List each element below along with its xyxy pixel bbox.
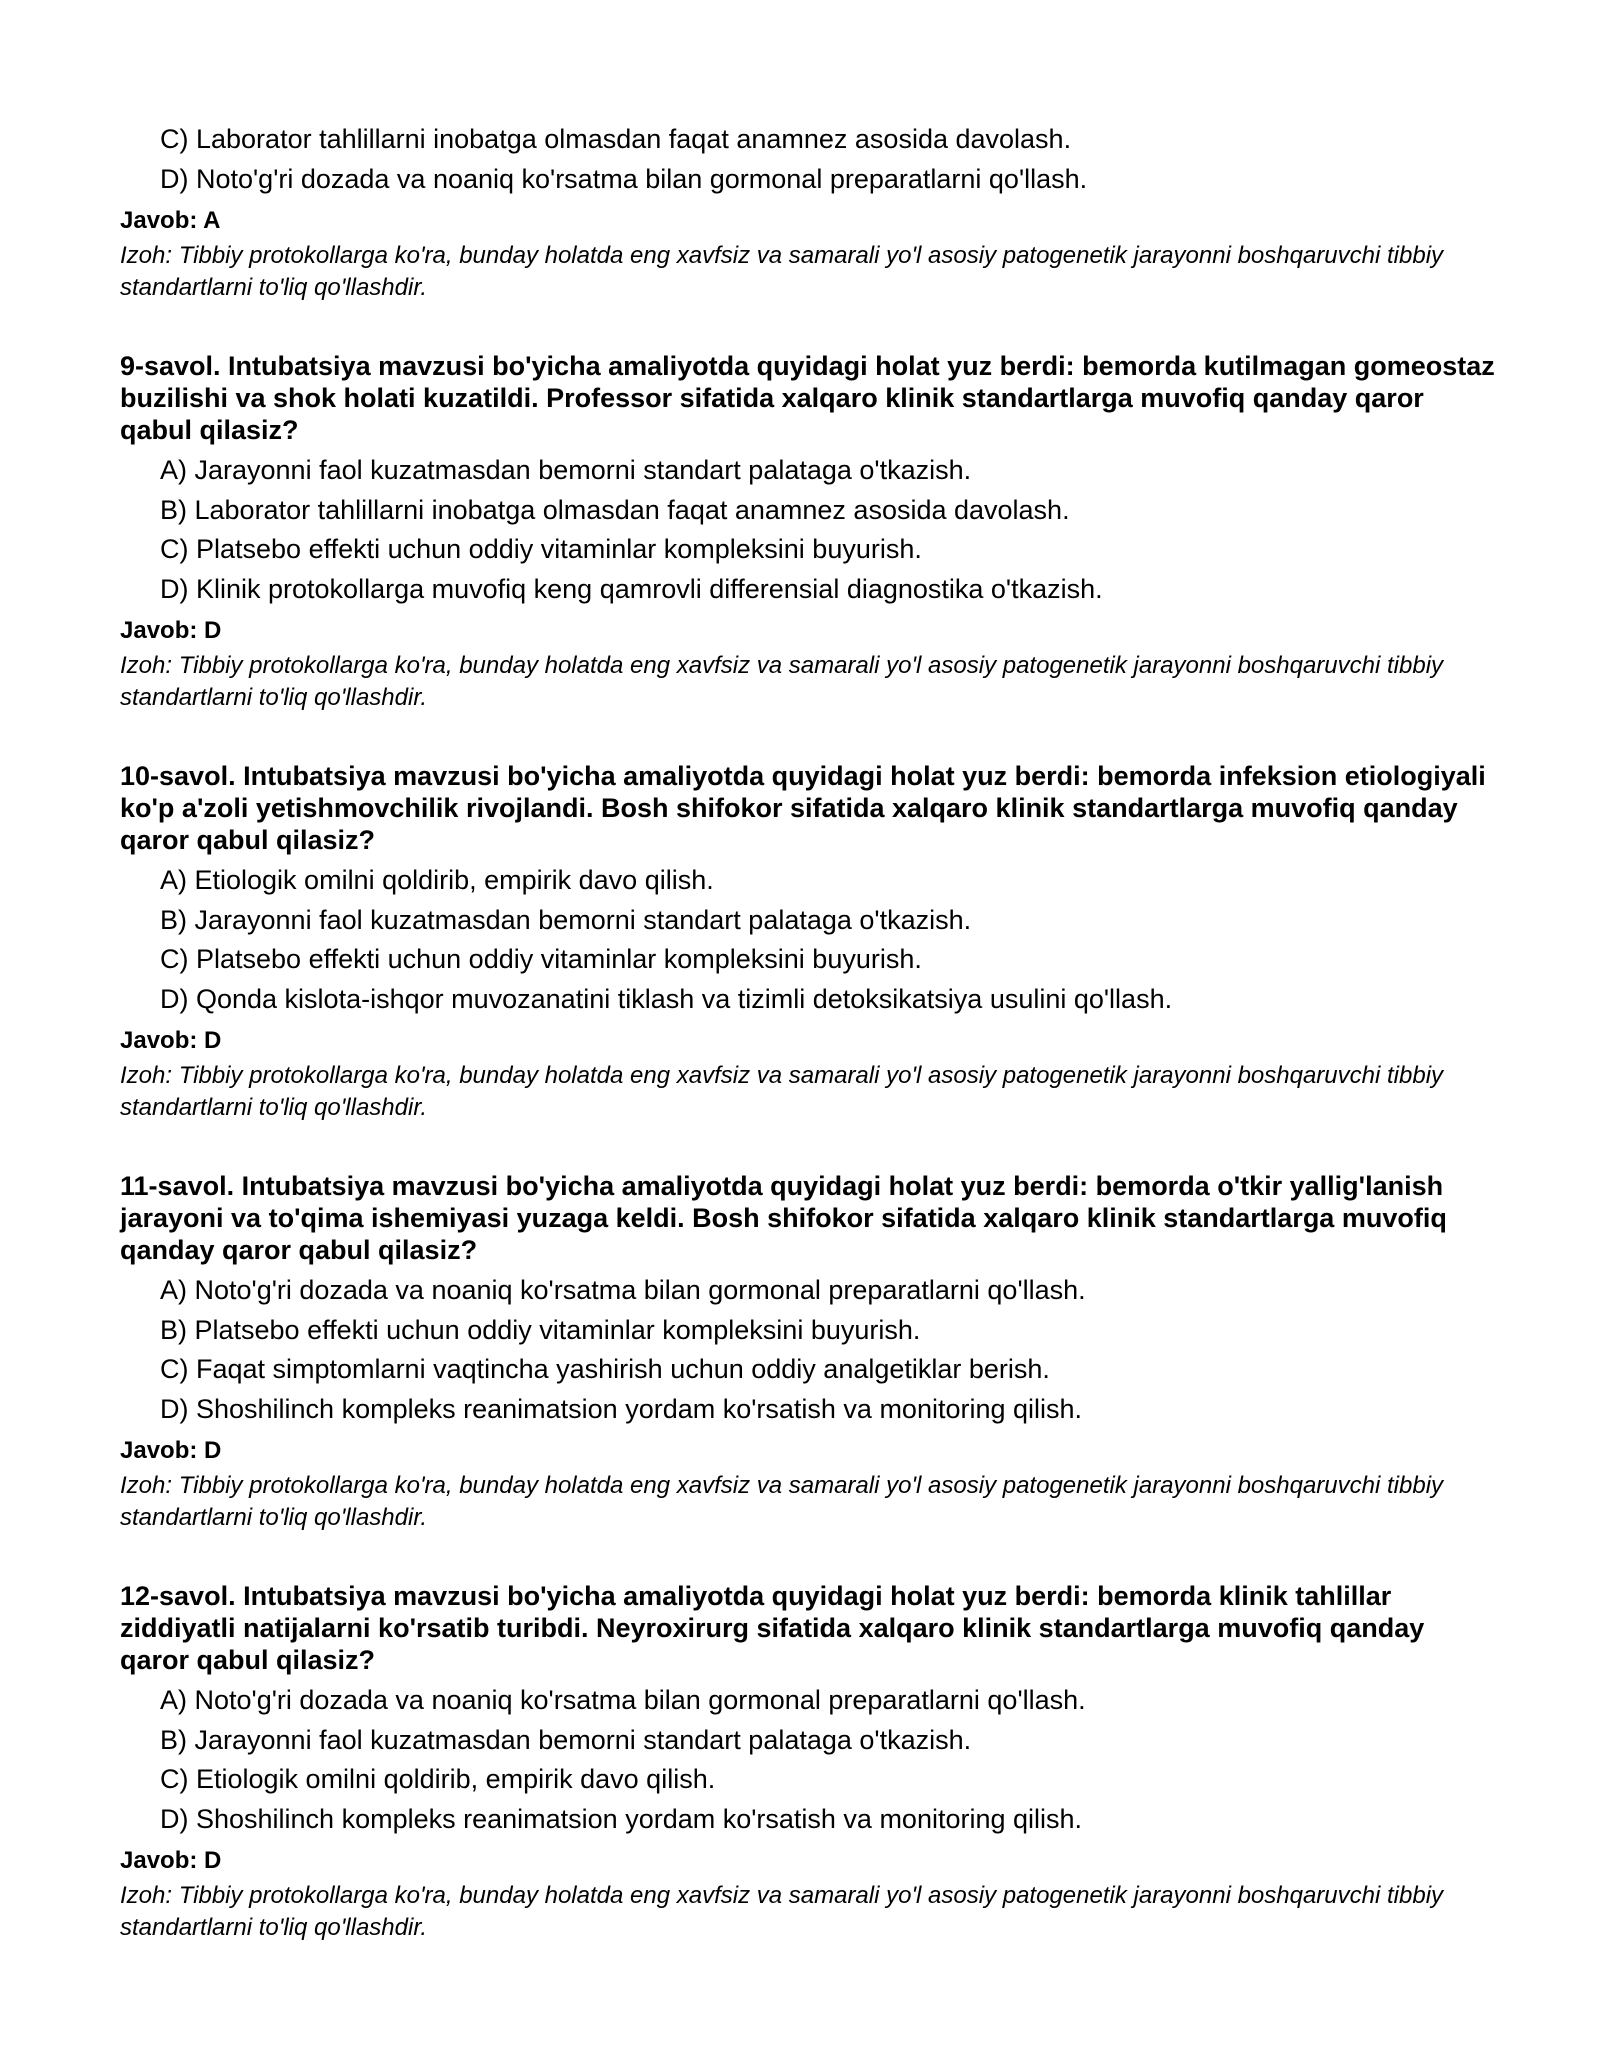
explanation-note: Izoh: Tibbiy protokollarga ko'ra, bunday holatda eng xavfsiz va samarali yo'l asosiy patogenetik jarayonni boshqaruvchi tibbiy standartlarni to'liq qo'llashdir.	[120, 1472, 1444, 1531]
option-list	[120, 451, 1500, 609]
question-title: 9-savol. Intubatsiya mavzusi bo'yicha amaliyotda quyidagi holat yuz berdi: bemorda kutilmagan gomeostaz buzilishi va shok holati kuzatildi. Professor sifatida xalqaro klinik standartlarga muvofiq qanday qaror qabul qilasiz?	[120, 351, 1495, 445]
option-c: C) Faqat simptomlarni vaqtincha yashirish uchun oddiy analgetiklar berish.	[160, 1354, 1050, 1384]
option-b: B) Jarayonni faol kuzatmasdan bemorni standart palataga o'tkazish.	[160, 904, 972, 935]
question-title: 10-savol. Intubatsiya mavzusi bo'yicha amaliyotda quyidagi holat yuz berdi: bemorda infeksion etiologiyali ko'p a'zoli yetishmovchilik rivojlandi. Bosh shifokor sifatida xalqaro klinik standartlarga muvofiq qanday qaror qabul qilasiz?	[120, 761, 1486, 855]
option-a: A) Jarayonni faol kuzatmasdan bemorni standart palataga o'tkazish.	[160, 455, 972, 485]
option-a: A) Noto'g'ri dozada va noaniq ko'rsatma bilan gormonal preparatlarni qo'llash.	[160, 1685, 1086, 1715]
option-c: C) Platsebo effekti uchun oddiy vitaminlar kompleksini buyurish.	[160, 534, 922, 564]
option-a: A) Etiologik omilni qoldirib, empirik davo qilish.	[160, 865, 714, 895]
option-d: D) Klinik protokollarga muvofiq keng qamrovli differensial diagnostika o'tkazish.	[160, 573, 1103, 604]
option-c: C) Laborator tahlillarni inobatga olmasdan faqat anamnez asosida davolash.	[160, 124, 1072, 154]
option-d: D) Qonda kislota-ishqor muvozanatini tiklash va tizimli detoksikatsiya usulini qo'llash.	[160, 983, 1173, 1014]
answer-label: Javob: A	[120, 207, 221, 234]
explanation-note: Izoh: Tibbiy protokollarga ko'ra, bunday holatda eng xavfsiz va samarali yo'l asosiy patogenetik jarayonni boshqaruvchi tibbiy standartlarni to'liq qo'llashdir.	[120, 1882, 1444, 1941]
explanation-note: Izoh: Tibbiy protokollarga ko'ra, bunday holatda eng xavfsiz va samarali yo'l asosiy patogenetik jarayonni boshqaruvchi tibbiy standartlarni to'liq qo'llashdir.	[120, 1062, 1444, 1121]
option-d: D) Shoshilinch kompleks reanimatsion yordam ko'rsatish va monitoring qilish.	[160, 1393, 1083, 1424]
option-c: C) Platsebo effekti uchun oddiy vitaminlar kompleksini buyurish.	[160, 944, 922, 974]
question-title: 12-savol. Intubatsiya mavzusi bo'yicha amaliyotda quyidagi holat yuz berdi: bemorda klinik tahlillar ziddiyatli natijalarni ko'rsatib turibdi. Neyroxirurg sifatida xalqaro klinik standartlarga muvofiq qanday qaror qabul qilasiz?	[120, 1581, 1425, 1675]
option-d: D) Noto'g'ri dozada va noaniq ko'rsatma bilan gormonal preparatlarni qo'llash.	[160, 163, 1088, 194]
option-b: B) Jarayonni faol kuzatmasdan bemorni standart palataga o'tkazish.	[160, 1724, 972, 1755]
question-block-10	[120, 760, 1500, 1124]
carryover-block	[120, 120, 1500, 304]
option-list	[120, 861, 1500, 1019]
answer-label: Javob: D	[120, 1027, 222, 1054]
answer-label: Javob: D	[120, 617, 222, 644]
option-d: D) Shoshilinch kompleks reanimatsion yordam ko'rsatish va monitoring qilish.	[160, 1803, 1083, 1834]
document-page	[120, 120, 1500, 1944]
option-b: B) Laborator tahlillarni inobatga olmasdan faqat anamnez asosida davolash.	[160, 494, 1070, 525]
answer-label: Javob: D	[120, 1847, 222, 1874]
option-list	[120, 1271, 1500, 1429]
question-block-9	[120, 350, 1500, 714]
option-a: A) Noto'g'ri dozada va noaniq ko'rsatma bilan gormonal preparatlarni qo'llash.	[160, 1275, 1086, 1305]
question-block-12	[120, 1580, 1500, 1944]
answer-label: Javob: D	[120, 1437, 222, 1464]
question-block-11	[120, 1170, 1500, 1534]
option-c: C) Etiologik omilni qoldirib, empirik davo qilish.	[160, 1764, 716, 1794]
explanation-note: Izoh: Tibbiy protokollarga ko'ra, bunday holatda eng xavfsiz va samarali yo'l asosiy patogenetik jarayonni boshqaruvchi tibbiy standartlarni to'liq qo'llashdir.	[120, 242, 1444, 301]
option-list	[120, 1681, 1500, 1839]
explanation-note: Izoh: Tibbiy protokollarga ko'ra, bunday holatda eng xavfsiz va samarali yo'l asosiy patogenetik jarayonni boshqaruvchi tibbiy standartlarni to'liq qo'llashdir.	[120, 652, 1444, 711]
option-list	[120, 120, 1500, 199]
question-title: 11-savol. Intubatsiya mavzusi bo'yicha amaliyotda quyidagi holat yuz berdi: bemorda o'tkir yallig'lanish jarayoni va to'qima ishemiyasi yuzaga keldi. Bosh shifokor sifatida xalqaro klinik standartlarga muvofiq qanday qaror qabul qilasiz?	[120, 1171, 1447, 1265]
option-b: B) Platsebo effekti uchun oddiy vitaminlar kompleksini buyurish.	[160, 1314, 921, 1345]
